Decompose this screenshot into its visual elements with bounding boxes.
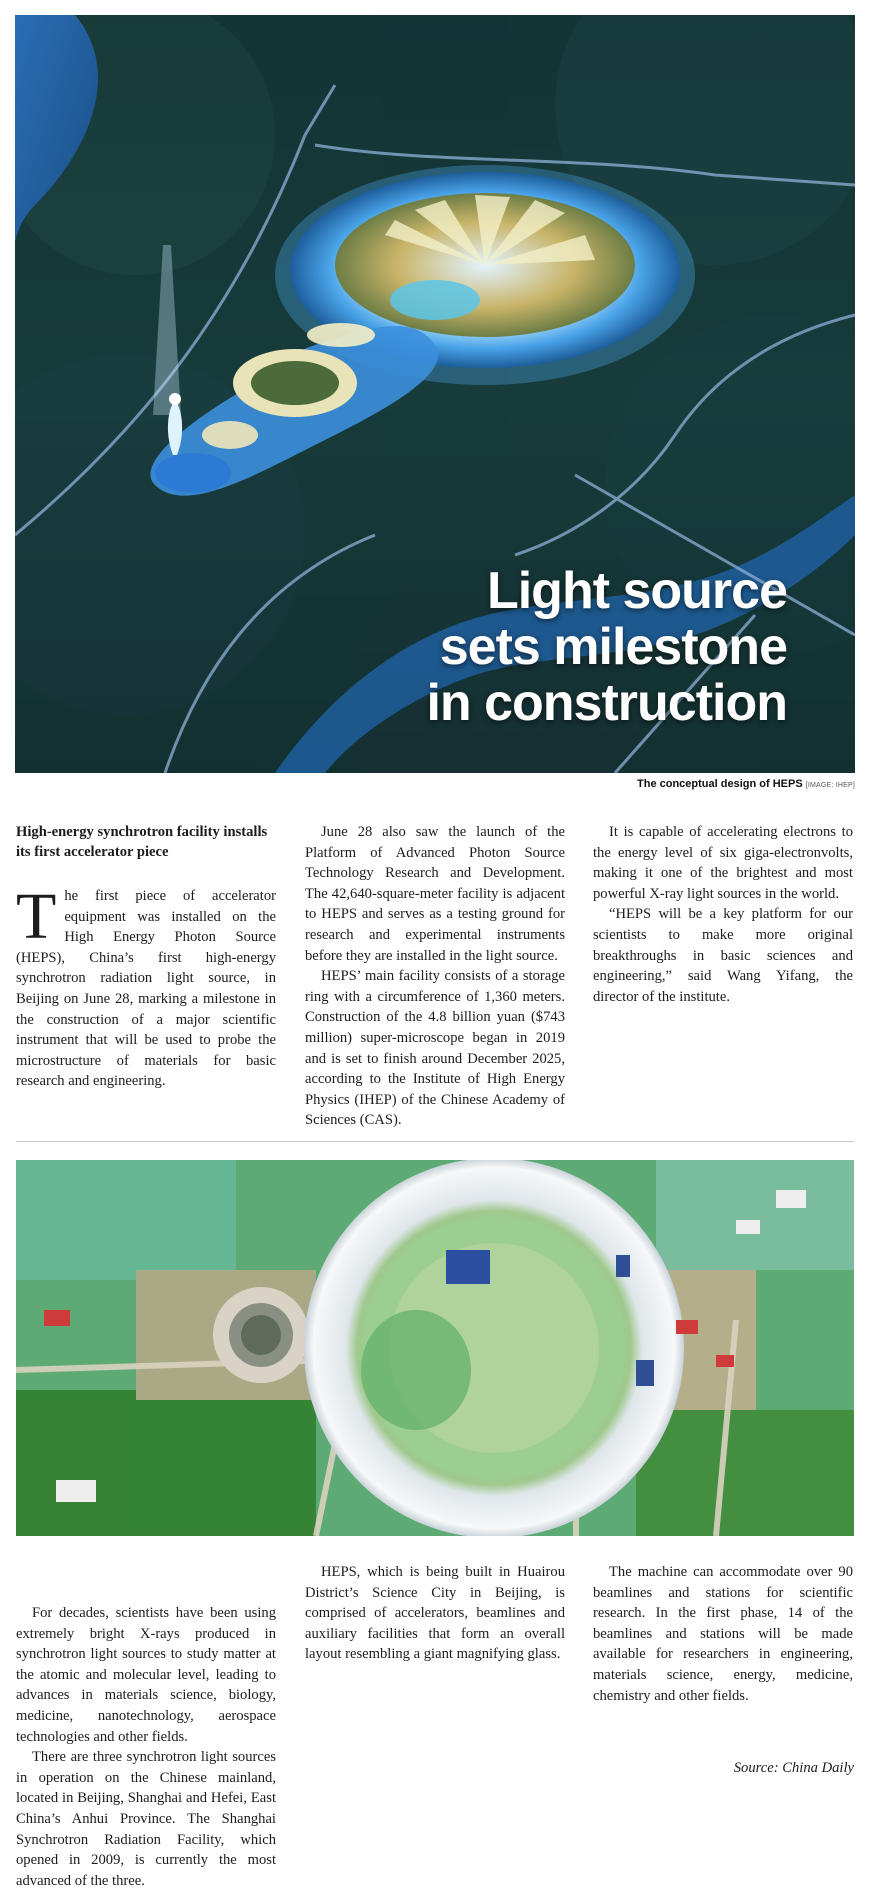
hero-caption-text: The conceptual design of HEPS [637,778,803,790]
headline [367,563,787,731]
headline-line-3: in construction [426,674,787,732]
hero-caption [637,778,855,790]
article2-paragraph-2: There are three synchrotron light sources in operation on the Chinese mainland, located in Beijing, Shanghai and Hefei, East China’s Anhui Province. The Shanghai Synchrotron Radiation Facility, which opened in 2009, is currently the most advanced of the three. [16,1749,276,1889]
article-paragraph-3: HEPS’ main facility consists of a storage ring with a circumference of 1,360 meters. Construction of the 4.8 billion yuan ($743 million) super-microscope began in 2019 and is set to finish around December 2025, according to the Institute of High Energy Physics (IHEP) of the Chinese Academy of Sciences (CAS). [305,968,565,1129]
article2-column-1 [16,1603,276,1891]
subhead: High-energy synchrotron facility installs its first accelerator piece [16,824,268,860]
article-column-2 [305,822,565,1131]
article-paragraph-1-text: he first piece of accelerator equipment was installed on the High Energy Photon Source (HEPS), China’s first high-energy synchrotron radiation light source, in Beijing on June 28, marking a milestone in the construction of a major scientific instrument that will be used to probe the microstructure of materials for basic research and engineering. [16,888,276,1090]
heps-aerial-view [16,1160,854,1536]
article-paragraph-4: It is capable of accelerating electrons to the energy level of six giga-electronvolts, making it one of the brightest and most powerful X-ray light sources in the world. [593,824,853,902]
article2-column-3 [593,1562,853,1706]
article-column-1 [16,822,276,1092]
hero-illustration [15,15,855,773]
dropcap: T [16,880,57,953]
article-paragraph-1 [16,880,276,1092]
article-paragraph-5: “HEPS will be a key platform for our scientists to make more original breakthroughs in basic sciences and engineering,” said Wang Yifang, the director of the institute. [593,906,853,1005]
article2-paragraph-3: HEPS, which is being built in Huairou District’s Science City in Beijing, is comprised of accelerators, beamlines and auxiliary facilities that form an overall layout resembling a giant magnifying glass. [305,1564,565,1663]
hero-caption-credit: [IMAGE: IHEP] [805,782,855,789]
article2-paragraph-4: The machine can accommodate over 90 beamlines and stations for scientific research. In the first phase, 14 of the beamlines and stations will be made available for researchers in engineering, materials science, energy, medicine, chemistry and other fields. [593,1564,853,1704]
article-paragraph-2: June 28 also saw the launch of the Platform of Advanced Photon Source Technology Research and Development. The 42,640-square-meter facility is adjacent to HEPS and serves as a testing ground for research and experimental instruments before they are installed in the light source. [305,824,565,964]
headline-line-1: Light source [486,562,787,620]
article-column-3 [593,822,853,1007]
headline-line-2: sets milestone [439,618,787,676]
article2-column-2 [305,1562,565,1665]
article2-paragraph-1: For decades, scientists have been using extremely bright X-rays produced in synchrotron light sources to study matter at the atomic and molecular level, leading to advances in materials science, biology, medicine, nanotechnology, aerospace technologies and other fields. [16,1605,276,1745]
aerial-photo [16,1160,854,1536]
source-credit: Source: China Daily [733,1760,854,1776]
section-divider [16,1141,854,1142]
